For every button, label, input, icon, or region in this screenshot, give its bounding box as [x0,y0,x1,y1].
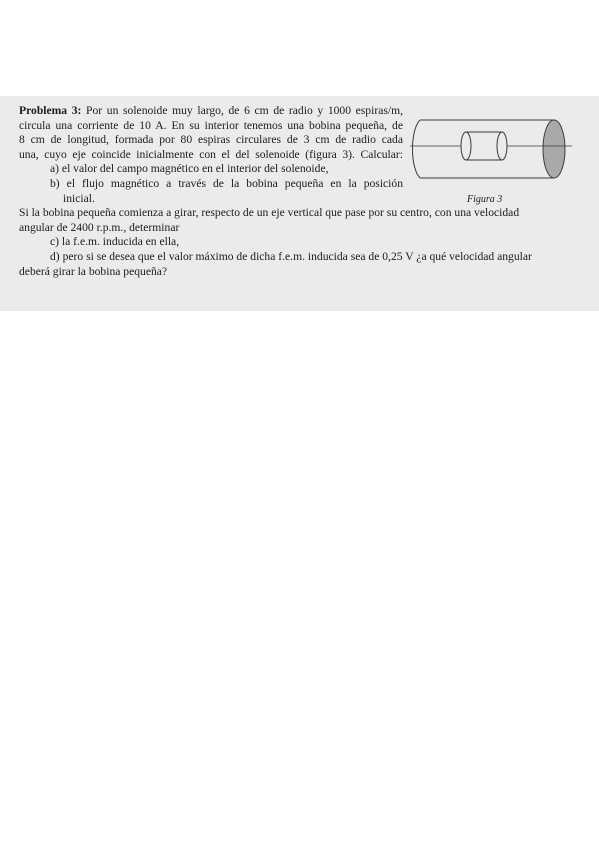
solenoid-right-end [543,120,565,178]
item-c [19,235,584,250]
figure-caption: Figura 3 [467,194,503,205]
item-a [19,162,403,177]
item-a-text: el valor del campo magnético en el interior del solenoide, [61,162,329,176]
item-d-label: d) [50,249,60,263]
paragraph-2-line-1: Si la bobina pequeña comienza a girar, respecto de un eje vertical que pase por su centro, con una velocidad [19,206,520,220]
item-b-text: el flujo magnético a través de la bobina pequeña en la posición [66,176,403,190]
statement-line-1 [19,104,403,119]
statement-line-4: una, cuyo eje coincide inicialmente con el del solenoide (figura 3). Calcular: [19,147,403,161]
problem-heading: Problema 3: [19,104,82,117]
item-c-text: la f.e.m. inducida en ella, [61,235,180,249]
small-coil-left-face [461,132,471,160]
solenoid-left-end [413,120,421,178]
statement-line-3: 8 cm de longitud, formada por 80 espiras circulares de 3 cm de radio cada [19,133,403,147]
item-a-label: a) [50,162,60,176]
item-d [19,250,584,265]
problem-statement-left-column [19,104,403,206]
item-d-continuation: deberá girar la bobina pequeña? [19,264,168,278]
item-b-label: b) [50,176,60,190]
statement-line-1-text: Por un solenoide muy largo, de 6 cm de radio y 1000 espiras/m, [86,104,403,117]
item-c-label: c) [50,235,60,249]
item-d-text: pero si se desea que el valor máximo de dicha f.e.m. inducida sea de 0,25 V ¿a qué velocidad angular [62,249,532,263]
item-b [19,177,403,192]
paragraph-2-line-2: angular de 2400 r.p.m., determinar [19,220,180,234]
statement-line-2: circula una corriente de 10 A. En su interior tenemos una bobina pequeña, de [19,118,403,132]
small-coil-right-face [497,132,507,160]
item-b-continuation: inicial. [63,191,95,205]
